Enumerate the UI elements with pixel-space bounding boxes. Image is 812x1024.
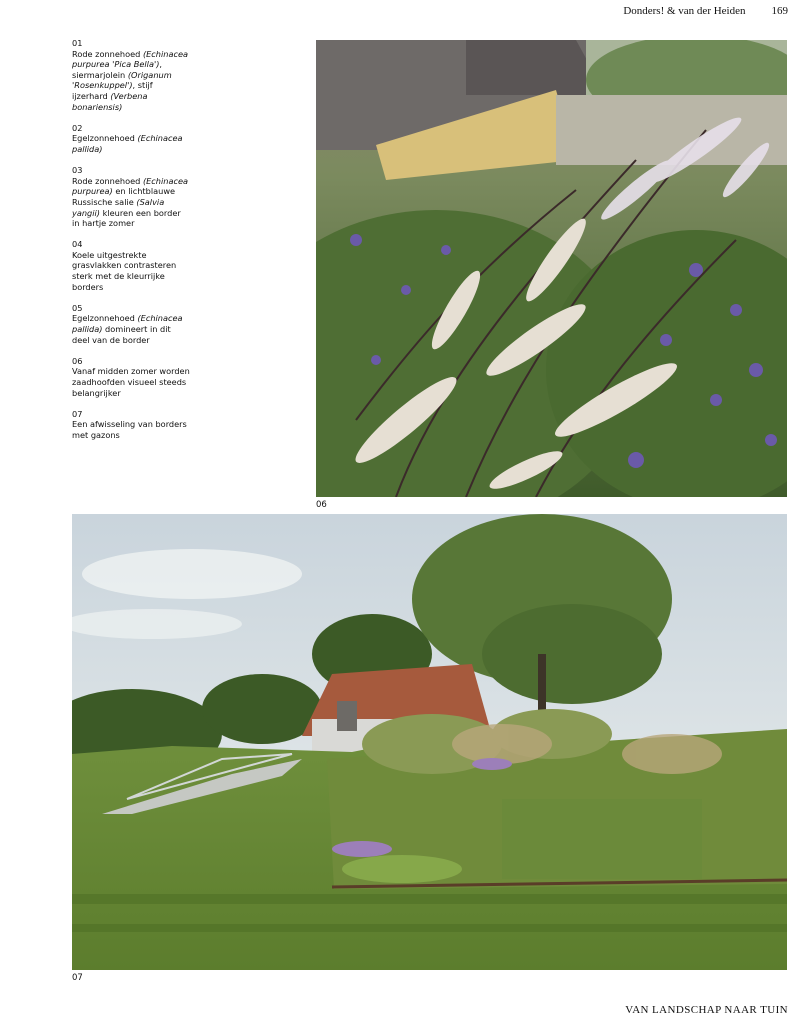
- caption-text: Egelzonnehoed: [72, 133, 138, 144]
- caption-latin-name: (Echinacea purpurea 'Pica Bella'): [72, 48, 189, 70]
- photo-label-07: 07: [72, 973, 83, 983]
- caption-list: [72, 38, 190, 451]
- running-header: [623, 5, 788, 17]
- caption-latin-name: (Verbena bonariensis): [72, 90, 148, 112]
- caption-number: 02: [72, 122, 83, 133]
- caption-text: domineert in dit deel van de border: [72, 324, 171, 345]
- caption-06: [72, 356, 190, 398]
- photo-garden-landscape: [72, 514, 787, 970]
- header-title: Donders! & van der Heiden: [623, 5, 746, 17]
- caption-text: kleuren een border in hartje zomer: [72, 207, 181, 229]
- caption-text: Rode zonnehoed: [72, 48, 143, 59]
- caption-text: Egelzonnehoed: [72, 313, 138, 324]
- photo-seedheads-closeup: [316, 40, 787, 497]
- photo-label-06: 06: [316, 500, 327, 510]
- caption-text: , siermarjolein: [72, 59, 163, 80]
- caption-04: [72, 239, 190, 292]
- caption-05: [72, 303, 190, 345]
- caption-01: [72, 38, 190, 112]
- caption-number: 05: [72, 302, 83, 313]
- caption-number: 06: [72, 355, 83, 366]
- photo-06-illustration: [316, 40, 787, 497]
- caption-latin-name: (Echinacea pallida): [72, 133, 183, 154]
- caption-text: , stijf ijzerhard: [72, 80, 153, 101]
- caption-text: Koele uitgestrekte grasvlakken contrasteren sterk met de kleurrijke borders: [72, 249, 177, 292]
- caption-text: Rode zonnehoed: [72, 175, 143, 186]
- caption-02: [72, 123, 190, 155]
- caption-latin-name: (Salvia yangii): [72, 196, 165, 218]
- caption-text: Een afwisseling van borders met gazons: [72, 419, 187, 440]
- caption-number: 07: [72, 408, 83, 419]
- caption-number: 01: [72, 38, 83, 48]
- page-number: 169: [771, 5, 788, 17]
- caption-latin-name: (Origanum 'Rosenkuppel'): [72, 69, 172, 91]
- photo-07-illustration: [72, 514, 787, 970]
- caption-number: 03: [72, 165, 83, 176]
- caption-latin-name: (Echinacea purpurea): [72, 175, 189, 197]
- caption-latin-name: (Echinacea pallida): [72, 313, 183, 335]
- caption-03: [72, 165, 190, 229]
- running-footer: VAN LANDSCHAP NAAR TUIN: [625, 1004, 788, 1016]
- caption-text: Vanaf midden zomer worden zaadhoofden visueel steeds belangrijker: [72, 366, 190, 398]
- caption-07: [72, 409, 190, 441]
- caption-number: 04: [72, 239, 83, 250]
- caption-text: en lichtblauwe Russische salie: [72, 186, 176, 207]
